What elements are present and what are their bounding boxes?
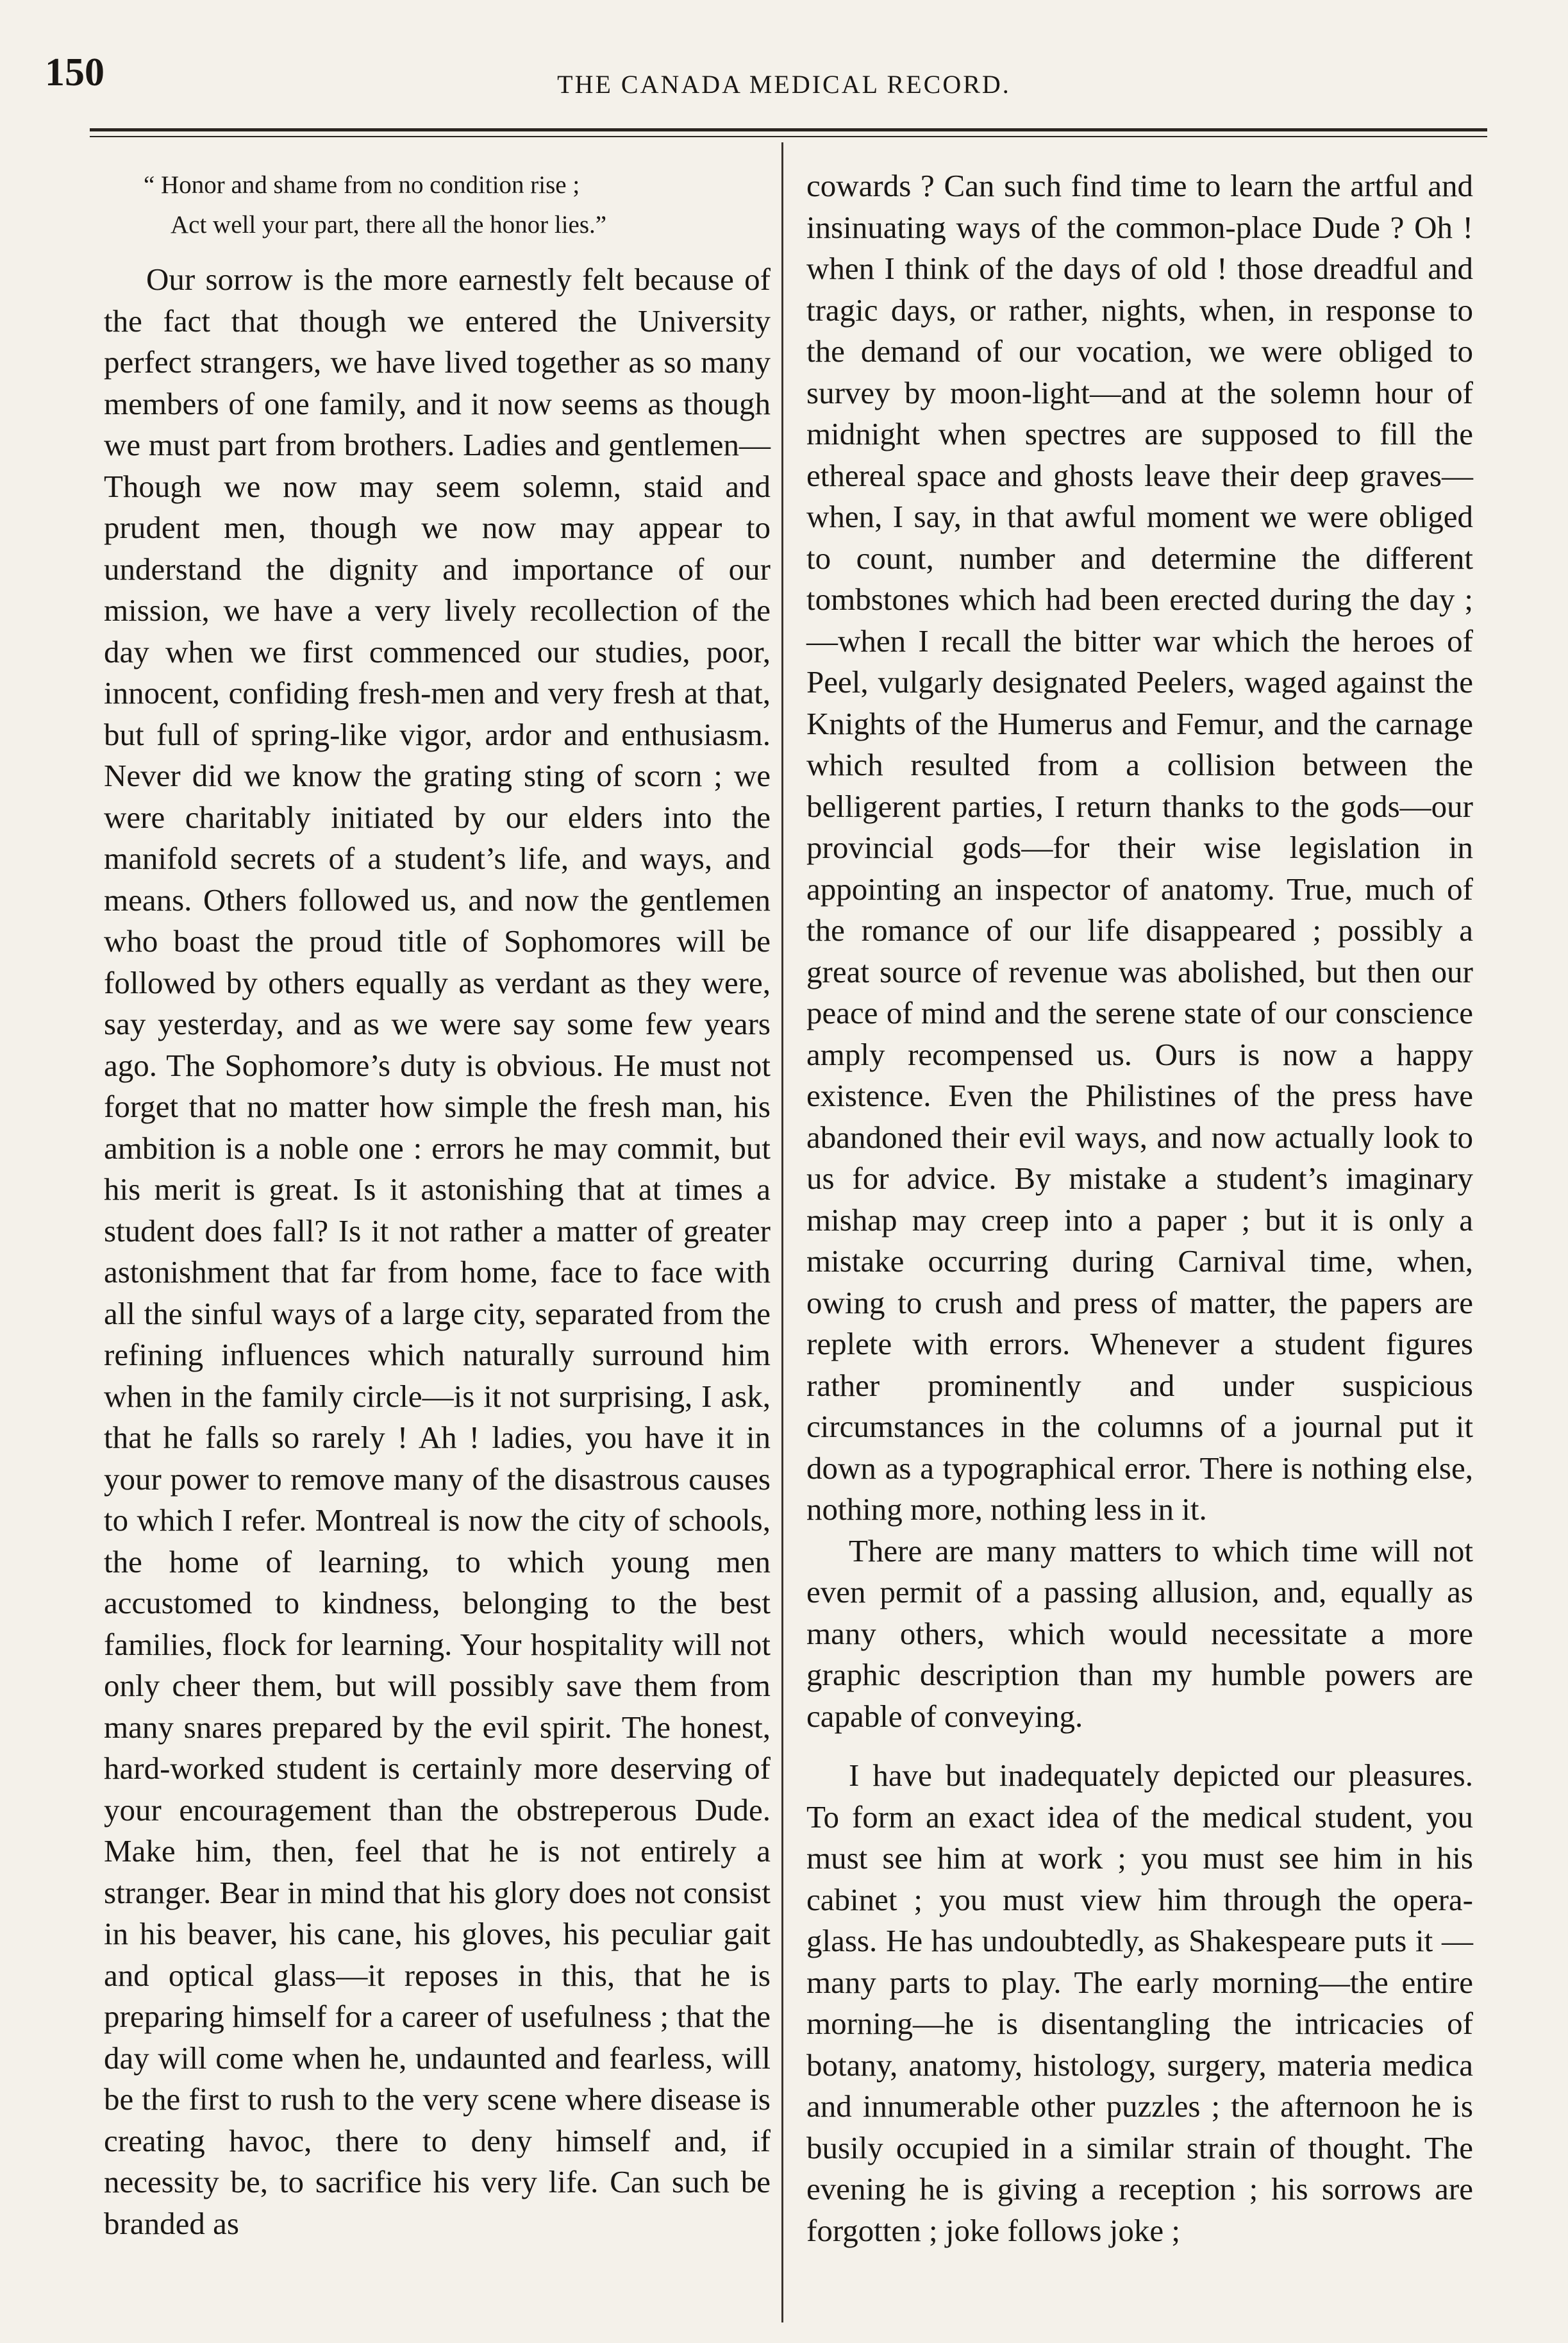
header-rule-thin — [90, 136, 1487, 137]
page-header — [0, 0, 1568, 128]
left-column — [104, 165, 771, 2244]
right-column — [806, 165, 1473, 2251]
body-paragraph: Our sorrow is the more earnestly felt because of the fact that though we entered the University perfect strangers, we have lived together as so many members of one family, and it now seems as though we must part from brothers. Ladies and gentlemen—Though we now may seem solemn, staid and prudent men, though we now may appear to understand the dignity and importance of our mission, we have a very lively recollection of the day when we first commenced our studies, poor, innocent, confiding fresh-men and very fresh at that, but full of spring-like vigor, ardor and enthusiasm. Never did we know the grating sting of scorn ; we were charitably initiated by our elders into the manifold secrets of a student’s life, and ways, and means. Others followed us, and now the gentlemen who boast the proud title of Sophomores will be followed by others equally as verdant as they were, say yesterday, and as we were say some few years ago. The Sophomore’s duty is obvious. He must not forget that no matter how simple the fresh man, his ambition is a noble one : errors he may commit, but his merit is great. Is it astonishing that at times a student does fall? Is it not rather a matter of greater astonishment that far from home, face to face with all the sinful ways of a large city, separated from the refining influences which naturally surround him when in the family circle—is it not surprising, I ask, that he falls so rarely ! Ah ! ladies, you have it in your power to remove many of the disastrous causes to which I refer. Montreal is now the city of schools, the home of learning, to which young men accustomed to kindness, belonging to the best families, flock for learning. Your hospitality will not only cheer them, but will possibly save them from many snares prepared by the evil spirit. The honest, hard-worked student is certainly more deserving of your encouragement than the obstreperous Dude. Make him, then, feel that he is not entirely a stranger. Bear in mind that his glory does not consist in his beaver, his cane, his gloves, his peculiar gait and optical glass—it reposes in this, that he is preparing himself for a career of usefulness ; that the day will come when he, undaunted and fearless, will be the first to rush to the very scene where disease is creating havoc, there to deny himself and, if necessity be, to sacrifice his very life. Can such be branded as — [104, 262, 771, 2241]
page-number: 150 — [45, 51, 104, 94]
body-paragraph: I have but inadequately depicted our pleasures. To form an exact idea of the medical student, you must see him at work ; you must see him in his cabinet ; you must view him through the opera-glass. He has undoubtedly, as Shakespeare puts it —many parts to play. The early morning—the entire morning—he is disentangling the intricacies of botany, anatomy, histology, surgery, materia medica and innumerable other puzzles ; the afternoon he is busily occupied in a similar strain of thought. The evening he is giving a reception ; his sorrows are forgotten ; joke follows joke ; — [806, 1758, 1473, 2248]
body-paragraph: There are many matters to which time will not even permit of a passing allusion, and, equally as many others, which would necessitate a more graphic description than my humble powers are capable of conveying. — [806, 1533, 1473, 1734]
epigraph — [104, 165, 771, 245]
header-rule-thick — [90, 128, 1487, 131]
running-title: THE CANADA MEDICAL RECORD. — [557, 70, 1011, 99]
column-divider — [781, 142, 783, 2322]
epigraph-line: “ Honor and shame from no condition rise ; — [144, 171, 580, 199]
body-paragraph: cowards ? Can such find time to learn the artful and insinuating ways of the common-place Dude ? Oh ! when I think of the days of old ! those dreadful and tragic days, or rather, nights, when, in response to the demand of our vocation, we were obliged to survey by moon-light—and at the solemn hour of midnight when spectres are supposed to fill the ethereal space and ghosts leave their deep graves—when, I say, in that awful moment we were obliged to count, number and determine the different tombstones which had been erected during the day ;—when I recall the bitter war which the heroes of Peel, vulgarly designated Peelers, waged against the Knights of the Humerus and Femur, and the carnage which resulted from a collision between the belligerent parties, I return thanks to the gods—our provincial gods—for their wise legislation in appointing an inspector of anatomy. True, much of the romance of our life disappeared ; possibly a great source of revenue was abolished, but then our peace of mind and the serene state of our conscience amply recompensed us. Ours is now a happy existence. Even the Philistines of the press have abandoned their evil ways, and now actually look to us for advice. By mistake a student’s imaginary mishap may creep into a paper ; but it is only a mistake occurring during Carnival time, when, owing to crush and press of matter, the papers are replete with errors. Whenever a student figures rather prominently and under suspicious circumstances in the columns of a journal put it down as a typographical error. There is nothing else, nothing more, nothing less in it. — [806, 168, 1473, 1527]
epigraph-line: Act well your part, there all the honor lies.” — [171, 211, 607, 239]
